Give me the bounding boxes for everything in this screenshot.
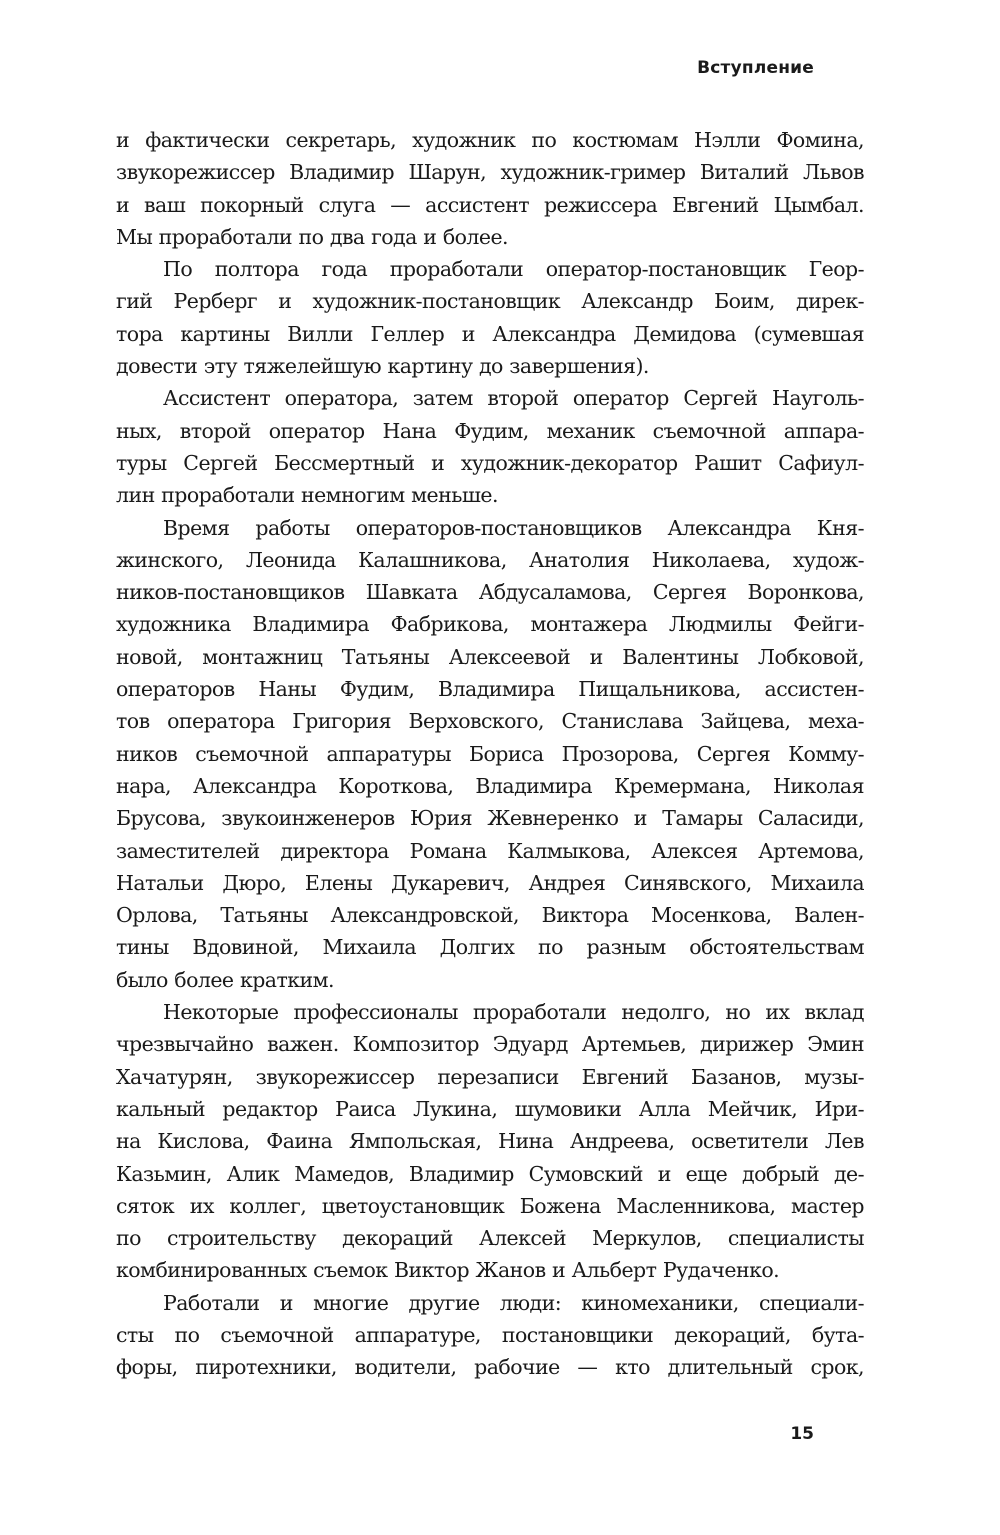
text-line: операторов Наны Фудим, Владимира Пищальникова, ассистен- [116,677,864,702]
text-line: ных, второй оператор Нана Фудим, механик съемочной аппара- [116,418,864,443]
text-line: лин проработали немногим меньше. [116,483,498,508]
page-number: 15 [790,1424,814,1444]
paragraph [116,382,864,511]
text-line: По полтора года проработали оператор-постановщик Геор- [163,257,864,282]
text-line: новой, монтажниц Татьяны Алексеевой и Валентины Лобковой, [116,644,864,669]
text-line: Брусова, звукоинженеров Юрия Жевнеренко и Тамары Саласиди, [116,806,864,831]
text-line: тов оператора Григория Верховского, Станислава Зайцева, меха- [116,709,864,734]
text-line: Мы проработали по два года и более. [116,224,509,249]
text-line: тора картины Вилли Геллер и Александра Демидова (сумевшая [116,321,864,346]
text-line: Время работы операторов-постановщиков Александра Кня- [163,515,864,540]
body-text [116,124,864,1384]
text-line: довести эту тяжелейшую картину до завершения). [116,354,649,379]
text-line: заместителей директора Романа Калмыкова, Алексея Артемова, [116,838,864,863]
text-line: и ваш покорный слуга — ассистент режиссера Евгений Цымбал. [116,192,864,217]
text-line: ников съемочной аппаратуры Бориса Прозорова, Сергея Комму- [116,741,864,766]
text-line: Натальи Дюро, Елены Дукаревич, Андрея Синявского, Михаила [116,870,864,895]
text-line: сяток их коллег, цветоустановщик Божена Масленникова, мастер [116,1193,864,1218]
text-line: Некоторые профессионалы проработали недолго, но их вклад [163,1000,864,1025]
text-line: было более кратким. [116,967,335,992]
running-head-title: Вступление [697,58,814,78]
text-line: кальный редактор Раиса Лукина, шумовики Алла Мейчик, Ири- [116,1096,864,1121]
text-line: комбинированных съемок Виктор Жанов и Альберт Рудаченко. [116,1258,780,1283]
text-line: чрезвычайно важен. Композитор Эдуард Артемьев, дирижер Эмин [116,1032,864,1057]
paragraph [116,124,864,253]
paragraph [116,253,864,382]
text-line: гий Рерберг и художник-постановщик Александр Боим, дирек- [116,289,864,314]
text-line: сты по съемочной аппаратуре, постановщики декораций, бута- [116,1322,864,1347]
paragraph [116,512,864,996]
paragraph [116,1287,864,1384]
text-line: Орлова, Татьяны Александровской, Виктора Мосенкова, Вален- [116,903,864,928]
text-line: нара, Александра Короткова, Владимира Кремермана, Николая [116,773,864,798]
text-line: жинского, Леонида Калашникова, Анатолия Николаева, худож- [116,547,864,572]
text-line: Ассистент оператора, затем второй оператор Сергей Науголь- [163,386,864,411]
text-line: туры Сергей Бессмертный и художник-декоратор Рашит Сафиул- [116,450,864,475]
text-line: на Кислова, Фаина Ямпольская, Нина Андреева, осветители Лев [116,1129,864,1154]
text-line: и фактически секретарь, художник по костюмам Нэлли Фомина, [116,128,864,152]
paragraph [116,996,864,1287]
text-line: Казьмин, Алик Мамедов, Владимир Сумовский и еще добрый де- [116,1161,864,1186]
text-line: звукорежиссер Владимир Шарун, художник-гример Виталий Львов [116,160,864,185]
text-line: Хачатурян, звукорежиссер перезаписи Евгений Базанов, музы- [116,1064,864,1089]
text-line: форы, пиротехники, водители, рабочие — кто длительный срок, [116,1355,864,1380]
text-line: Работали и многие другие люди: киномеханики, специали- [163,1290,864,1315]
text-line: по строительству декораций Алексей Меркулов, специалисты [116,1226,864,1251]
text-line: художника Владимира Фабрикова, монтажера Людмилы Фейги- [116,612,864,637]
text-line: ников-постановщиков Шавката Абдусаламова, Сергея Воронкова, [116,580,864,605]
text-line: тины Вдовиной, Михаила Долгих по разным обстоятельствам [116,935,864,960]
